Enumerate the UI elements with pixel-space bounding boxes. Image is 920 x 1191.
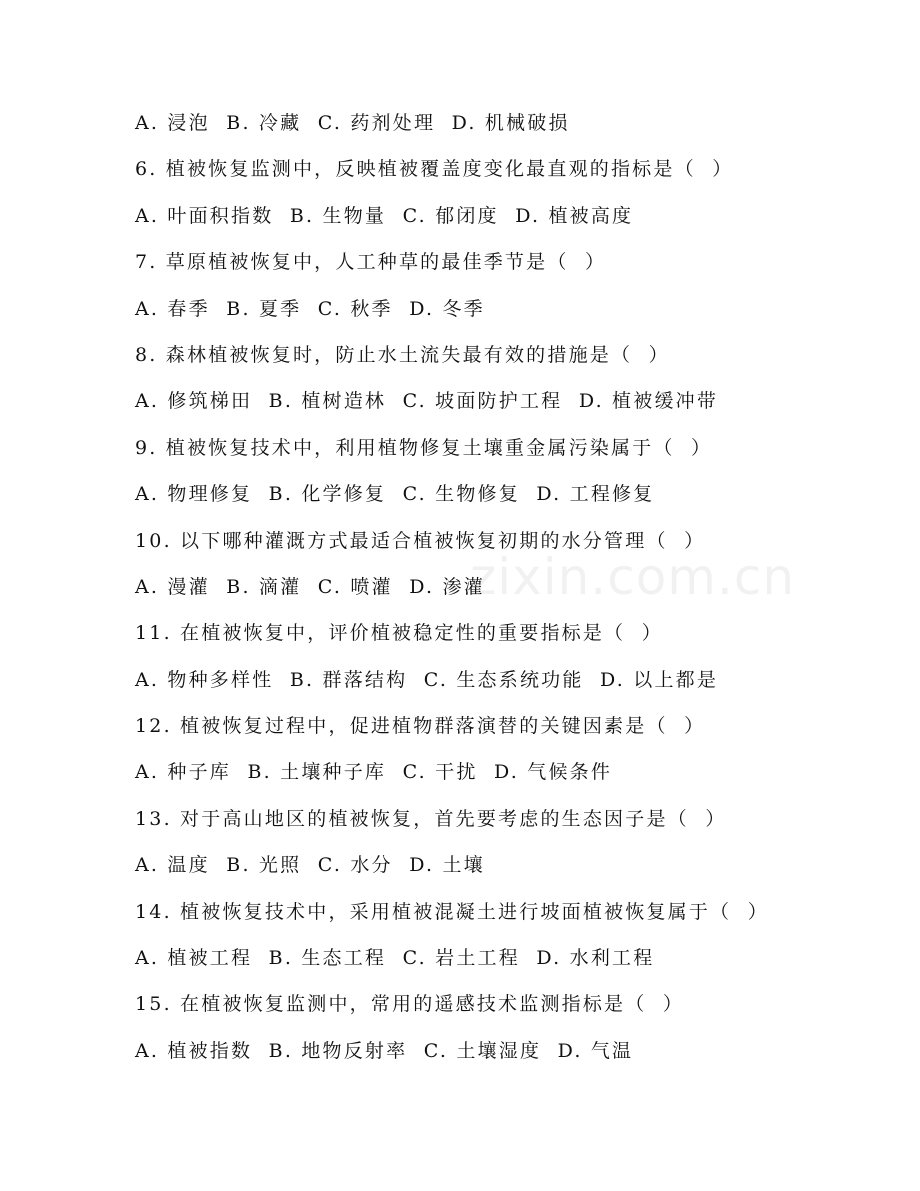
options-line-6: A. 叶面积指数 B. 生物量 C. 郁闭度 D. 植被高度: [135, 204, 634, 227]
question-7: 7. 草原植被恢复中，人工种草的最佳季节是（ ）: [135, 251, 607, 274]
options-line-11: A. 物种多样性 B. 群落结构 C. 生态系统功能 D. 以上都是: [135, 668, 719, 691]
options-line-15: A. 植被指数 B. 地物反射率 C. 土壤湿度 D. 气温: [135, 1039, 634, 1062]
question-14: 14. 植被恢复技术中，采用植被混凝土进行坡面植被恢复属于（ ）: [135, 900, 769, 923]
question-10: 10. 以下哪种灌溉方式最适合植被恢复初期的水分管理（ ）: [135, 529, 706, 552]
options-line-12: A. 种子库 B. 土壤种子库 C. 干扰 D. 气候条件: [135, 761, 613, 784]
options-line-10: A. 漫灌 B. 滴灌 C. 喷灌 D. 渗灌: [135, 575, 485, 598]
question-12: 12. 植被恢复过程中，促进植物群落演替的关键因素是（ ）: [135, 715, 706, 738]
question-9: 9. 植被恢复技术中，利用植物修复土壤重金属污染属于（ ）: [135, 436, 713, 459]
options-line-14: A. 植被工程 B. 生态工程 C. 岩土工程 D. 水利工程: [135, 947, 655, 970]
options-line-7: A. 春季 B. 夏季 C. 秋季 D. 冬季: [135, 297, 485, 320]
watermark-text: zixin.com.cn: [470, 548, 796, 606]
options-line-13: A. 温度 B. 光照 C. 水分 D. 土壤: [135, 854, 485, 877]
question-list: [135, 108, 795, 1082]
question-15: 15. 在植被恢复监测中，常用的遥感技术监测指标是（ ）: [135, 993, 685, 1016]
options-line-5: A. 浸泡 B. 冷藏 C. 药剂处理 D. 机械破损: [135, 112, 570, 134]
options-line-9: A. 物理修复 B. 化学修复 C. 生物修复 D. 工程修复: [135, 483, 655, 506]
question-13: 13. 对于高山地区的植被恢复，首先要考虑的生态因子是（ ）: [135, 807, 727, 830]
question-11: 11. 在植被恢复中，评价植被稳定性的重要指标是（ ）: [135, 622, 663, 645]
question-6: 6. 植被恢复监测中，反映植被覆盖度变化最直观的指标是（ ）: [135, 158, 734, 181]
question-8: 8. 森林植被恢复时，防止水土流失最有效的措施是（ ）: [135, 343, 670, 366]
options-line-8: A. 修筑梯田 B. 植树造林 C. 坡面防护工程 D. 植被缓冲带: [135, 390, 719, 413]
